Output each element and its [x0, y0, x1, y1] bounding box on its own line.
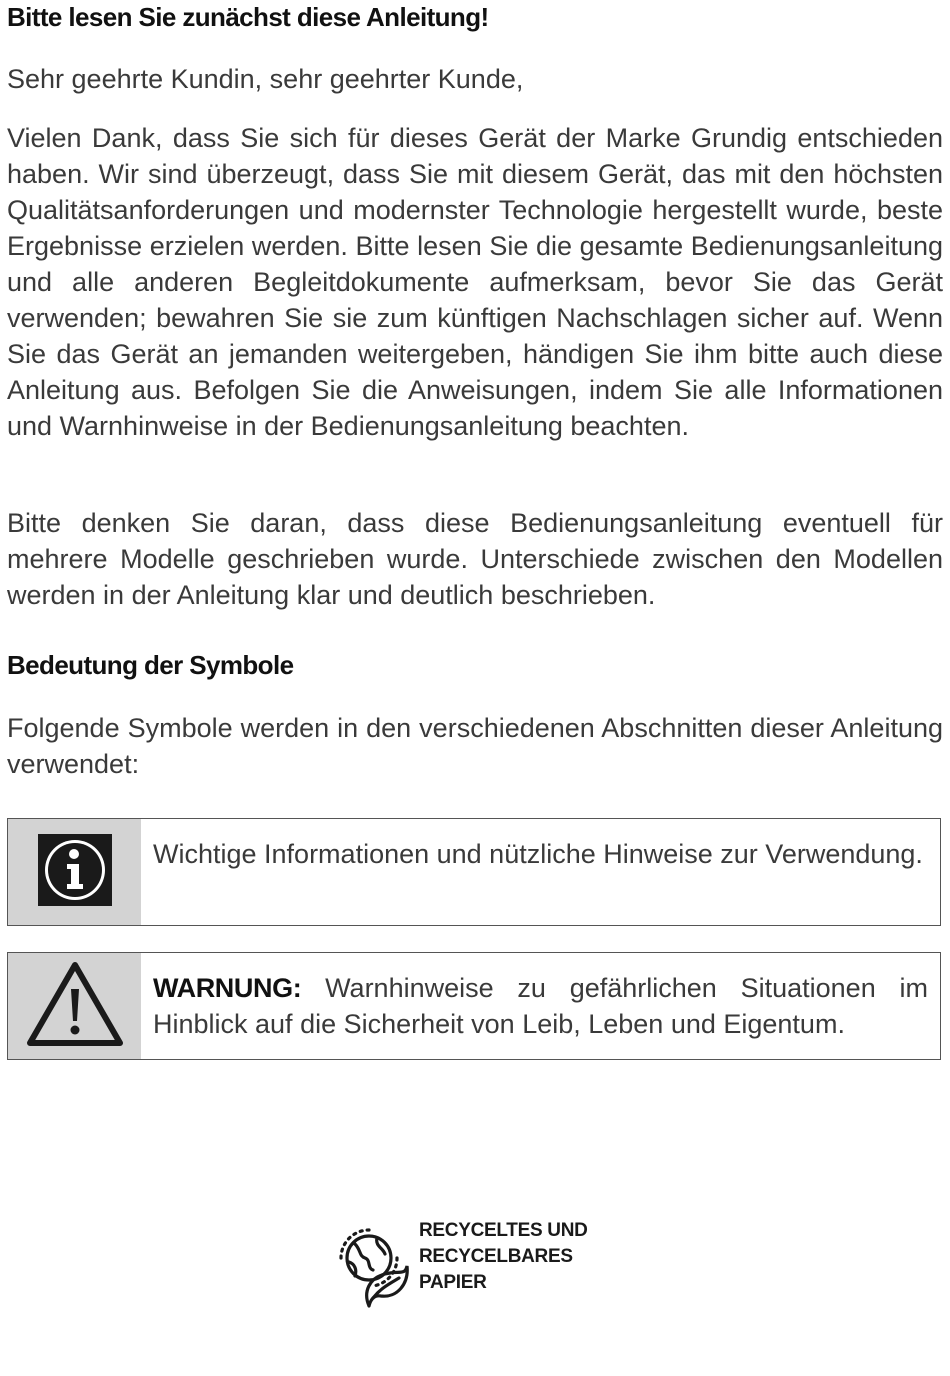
info-text: Wichtige Informationen und nützliche Hinweise zur Verwendung. [153, 839, 923, 869]
symbols-section-title: Bedeutung der Symbole [7, 650, 294, 680]
page-title: Bitte lesen Sie zunächst diese Anleitung! [7, 2, 489, 32]
recycle-globe-leaf-icon [333, 1218, 411, 1313]
recycle-line-1: RECYCELTES UND [419, 1220, 588, 1241]
greeting-text: Sehr geehrte Kundin, sehr geehrter Kunde, [7, 64, 524, 94]
info-symbol-box [7, 818, 941, 926]
warning-icon [25, 959, 125, 1054]
recycle-line-3: PAPIER [419, 1272, 487, 1293]
intro-paragraph: Vielen Dank, dass Sie sich für dieses Gerät der Marke Grundig entschieden haben. Wir sind überzeugt, dass Sie mit diesem Gerät, das mit den höchsten Qualitätsanforderungen und modernster Technologie hergestellt wurde, beste Ergebnisse erzielen werden. Bitte lesen Sie die gesamte Bedienungsanleitung und alle anderen Begleitdokumente aufmerksam, bevor Sie das Gerät verwenden; bewahren Sie sie zum künftigen Nachschlagen sicher auf. Wenn Sie das Gerät an jemanden weitergeben, händigen Sie ihm bitte auch diese Anleitung aus. Befolgen Sie die Anweisungen, indem Sie alle Informationen und Warnhinweise in der Bedienungsanleitung beachten. [7, 123, 943, 441]
info-icon [38, 834, 112, 911]
warning-label: WARNUNG: [153, 973, 302, 1003]
models-paragraph: Bitte denken Sie daran, dass diese Bedienungsanleitung eventuell für mehrere Modelle geschrieben wurde. Unterschiede zwischen den Modellen werden in der Anleitung klar und deutlich beschrieben. [7, 508, 943, 610]
symbols-description: Folgende Symbole werden in den verschiedenen Abschnitten dieser Anleitung verwendet: [7, 713, 943, 779]
recycled-paper-text [419, 1218, 588, 1296]
info-icon-cell [8, 819, 141, 925]
recycle-line-2: RECYCELBARES [419, 1246, 573, 1267]
warning-description: Warnhinweise zu gefährlichen Situationen im Hinblick auf die Sicherheit von Leib, Leben und Eigentum. [153, 973, 928, 1039]
warning-symbol-box [7, 952, 941, 1060]
warning-text [141, 953, 940, 1059]
recycled-paper-logo [333, 1218, 588, 1313]
warning-icon-cell [8, 953, 141, 1059]
